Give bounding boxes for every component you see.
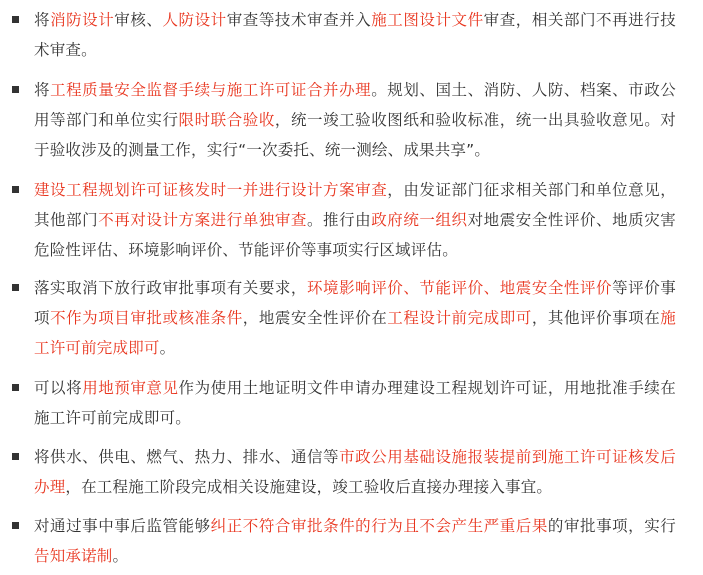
body-text: 落实取消下放行政审批事项有关要求， xyxy=(34,279,307,297)
square-bullet-icon xyxy=(12,16,19,23)
highlighted-text: 建设工程规划许可证核发时一并进行设计方案审查 xyxy=(34,181,388,199)
square-bullet-icon xyxy=(12,186,19,193)
body-text: 可以将 xyxy=(34,379,83,397)
body-text: ，统一竣工验收图纸和验收标准，统一出具验收意见。对于验收涉及的测量工作，实行“一次委托、统一测绘、成果共享”。 xyxy=(34,111,676,159)
body-text: 审查，相关部门不再进行技术审查。 xyxy=(34,11,676,59)
paragraph xyxy=(34,273,676,363)
body-text: ，其他评价事项在 xyxy=(531,309,661,327)
highlighted-text: 工程质量安全监督手续与施工许可证合并办理 xyxy=(50,81,372,99)
list-item xyxy=(12,75,688,165)
highlighted-text: 环境影响评价、节能评价、地震安全性评价 xyxy=(307,279,613,297)
list-item xyxy=(12,442,688,502)
body-text: 将 xyxy=(34,11,51,29)
paragraph xyxy=(34,175,676,265)
body-text: ，在工程施工阶段完成相关设施建设，竣工验收后直接办理接入事宜。 xyxy=(65,478,553,496)
body-text: 。规划、国土、消防、人防、档案、市政公用等部门和单位实行 xyxy=(34,81,676,129)
paragraph xyxy=(34,75,676,165)
square-bullet-icon xyxy=(12,522,19,529)
body-text: 等评价事项 xyxy=(34,279,676,327)
highlighted-text: 政府统一组织 xyxy=(371,211,468,229)
body-text: 审查等技术审查并入 xyxy=(226,11,372,29)
body-text: 。 xyxy=(112,547,129,565)
body-text: 对通过事中事后监管能够 xyxy=(34,517,211,535)
highlighted-text: 告知承诺制 xyxy=(34,547,113,565)
square-bullet-icon xyxy=(12,384,19,391)
body-text: 作为使用土地证明文件申请办理建设工程规划许可证，用地批准手续在施工许可前完成即可。 xyxy=(34,379,677,427)
highlighted-text: 纠正不符合审批条件的行为且不会产生严重后果 xyxy=(210,517,548,535)
list-item xyxy=(12,273,688,363)
highlighted-text: 不作为项目审批或核准条件 xyxy=(50,309,243,327)
list-item xyxy=(12,373,688,433)
body-text: ，由发证部门征求相关部门和单位意见，其他部门 xyxy=(34,181,676,229)
body-text: 将 xyxy=(34,81,51,99)
highlighted-text: 限时联合验收 xyxy=(178,111,275,129)
highlighted-text: 不再对设计方案进行单独审查 xyxy=(98,211,307,229)
body-text: 将供水、供电、燃气、热力、排水、通信等 xyxy=(34,448,340,466)
highlighted-text: 人防设计 xyxy=(162,11,227,29)
highlighted-text: 市政公用基础设施报装提前到施工许可证核发后办理 xyxy=(34,448,676,496)
square-bullet-icon xyxy=(12,284,19,291)
body-text: 对地震安全性评价、地质灾害危险性评估、环境影响评价、节能评价等事项实行区域评估。 xyxy=(34,211,676,259)
paragraph xyxy=(34,442,676,502)
list-item xyxy=(12,511,688,571)
list-item xyxy=(12,5,688,65)
square-bullet-icon xyxy=(12,453,19,460)
highlighted-text: 施工图设计文件 xyxy=(371,11,484,29)
body-text: 的审批事项，实行 xyxy=(547,517,677,535)
highlighted-text: 工程设计前完成即可 xyxy=(387,309,532,327)
list-item xyxy=(12,175,688,265)
body-text: 。 xyxy=(159,339,176,357)
highlighted-text: 消防设计 xyxy=(50,11,115,29)
highlighted-text: 施工许可前完成即可 xyxy=(34,309,676,357)
highlighted-text: 用地预审意见 xyxy=(82,379,179,397)
body-text: 审核、 xyxy=(114,11,163,29)
body-text: ，地震安全性评价在 xyxy=(242,309,388,327)
paragraph xyxy=(34,5,676,65)
paragraph xyxy=(34,511,676,571)
paragraph xyxy=(34,373,676,433)
body-text: 。推行由 xyxy=(307,211,372,229)
square-bullet-icon xyxy=(12,86,19,93)
